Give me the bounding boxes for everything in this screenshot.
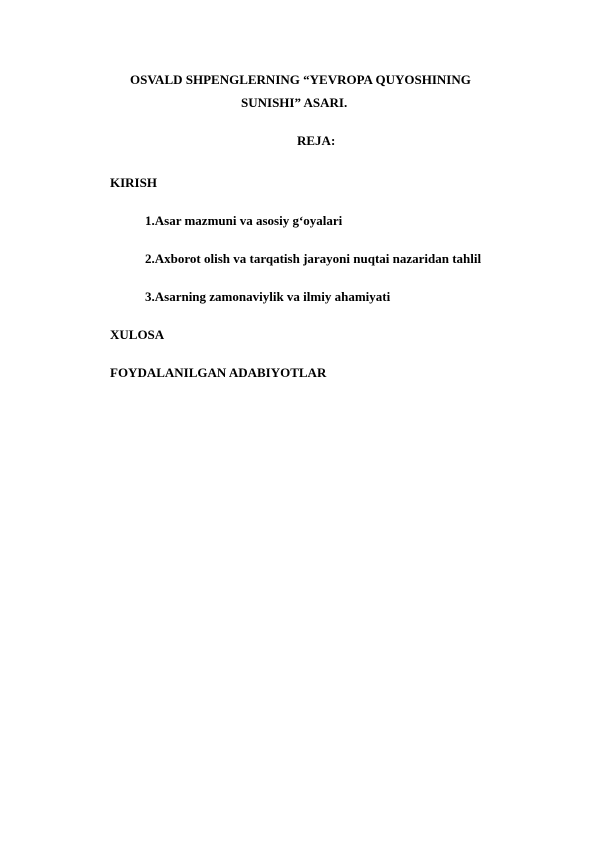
section-references: FOYDALANILGAN ADABIYOTLAR	[110, 365, 327, 380]
document-title-line-1: OSVALD SHPENGLERNING “YEVROPA QUYOSHINING	[130, 72, 471, 87]
plan-item: 3.Asarning zamonaviylik va ilmiy ahamiyati	[145, 289, 391, 304]
plan-item: 2.Axborot olish va tarqatish jarayoni nuqtai nazaridan tahlil	[145, 251, 482, 266]
section-intro: KIRISH	[110, 175, 157, 190]
plan-item: 1.Asar mazmuni va asosiy g‘oyalari	[145, 213, 343, 228]
document-title-line-2: SUNISHI” ASARI.	[241, 95, 348, 110]
plan-heading: REJA:	[297, 133, 336, 148]
section-conclusion: XULOSA	[110, 327, 165, 342]
